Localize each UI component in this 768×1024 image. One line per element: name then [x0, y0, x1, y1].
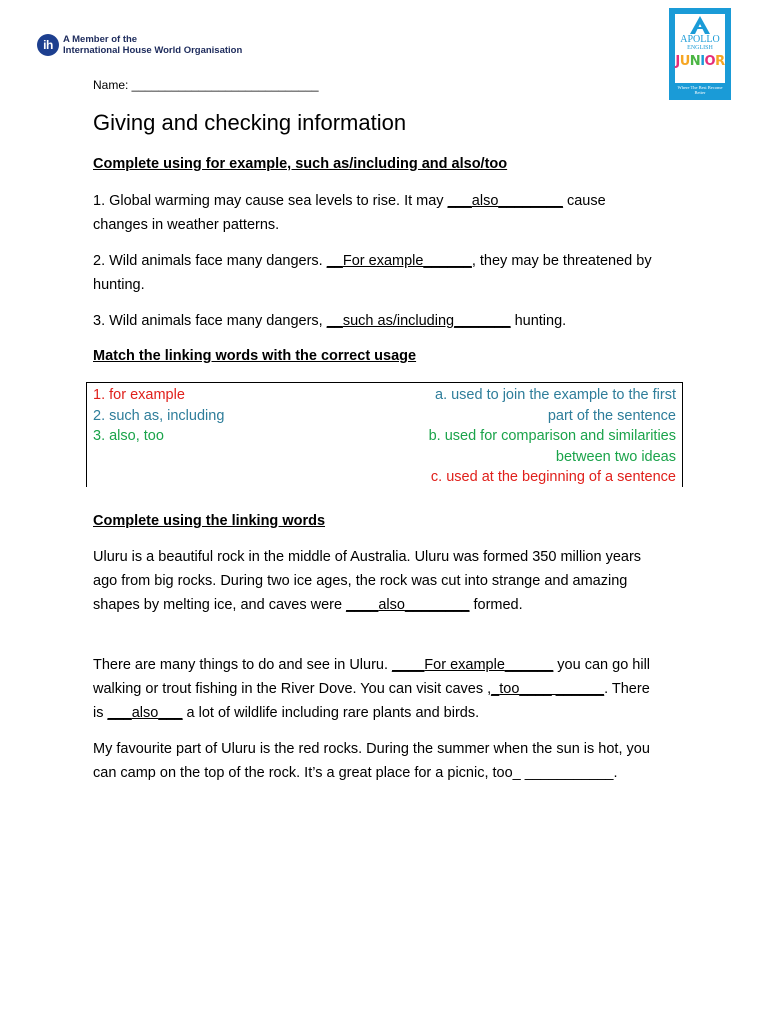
question-1: 1. Global warming may cause sea levels to rise. It may ___also________ cause changes in weather patterns.	[93, 193, 606, 233]
answer-blank[interactable]: ___________	[524, 765, 614, 781]
answer-blank[interactable]: _too____ ______	[491, 681, 605, 697]
paragraph-3: My favourite part of Uluru is the red rocks. During the summer when the sun is hot, you can camp on the top of the rock. It’s a great place for a picnic, too_ ___________.	[93, 741, 650, 781]
apollo-a-icon	[690, 16, 710, 34]
answer-blank[interactable]: __such as/including_______	[326, 313, 511, 329]
match-left-item: 1. for example	[93, 387, 185, 403]
answer-blank[interactable]: __For example______	[326, 253, 472, 269]
apollo-junior-wordmark: JUNIOR	[675, 54, 725, 69]
question-3: 3. Wild animals face many dangers, __such as/including_______ hunting.	[93, 313, 567, 329]
match-right-item: part of the sentence	[547, 407, 676, 424]
match-right-item: b. used for comparison and similarities	[428, 428, 676, 444]
paragraph-2: There are many things to do and see in Uluru. ____For example______ you can go hill walking or trout fishing in the River Dove. You can visit caves ,_too____ ______. There is ___also___ a lot of wildlife including rare plants and birds.	[93, 657, 651, 721]
answer-blank[interactable]: ____For example______	[392, 657, 554, 673]
matching-table	[86, 382, 683, 487]
paragraph-1: Uluru is a beautiful rock in the middle of Australia. Uluru was formed 350 million years ago from big rocks. During two ice ages, the rock was cut into strange and amazing shapes by melting ice, and caves were ____also________ formed.	[93, 549, 642, 613]
apollo-junior-logo: APOLLO ENGLISH JUNIOR Where The Best Become Better	[669, 8, 731, 100]
question-2: 2. Wild animals face many dangers. __For example______, they may be threatened by hunting.	[93, 253, 652, 293]
answer-blank[interactable]: ____also________	[346, 597, 470, 613]
answer-blank[interactable]: ___also___	[107, 705, 183, 721]
answer-blank[interactable]: ___also________	[447, 193, 563, 209]
match-left-item: 3. also, too	[93, 428, 164, 444]
section3-heading: Complete using the linking words	[93, 513, 326, 529]
section2-heading: Match the linking words with the correct usage	[93, 348, 417, 364]
ih-logo	[37, 34, 242, 56]
name-field[interactable]: Name: ____________________________	[93, 78, 319, 92]
match-right-item: c. used at the beginning of a sentence	[430, 469, 676, 485]
page-title: Giving and checking information	[93, 110, 407, 135]
section1-heading: Complete using for example, such as/including and also/too	[93, 156, 508, 172]
ih-logo-text: A Member of the International House World Organisation	[63, 34, 243, 56]
match-right-item: a. used to join the example to the first	[435, 387, 676, 403]
match-right-item: between two ideas	[555, 448, 676, 465]
match-left-item: 2. such as, including	[93, 407, 225, 424]
ih-logo-icon: ih	[37, 34, 59, 56]
